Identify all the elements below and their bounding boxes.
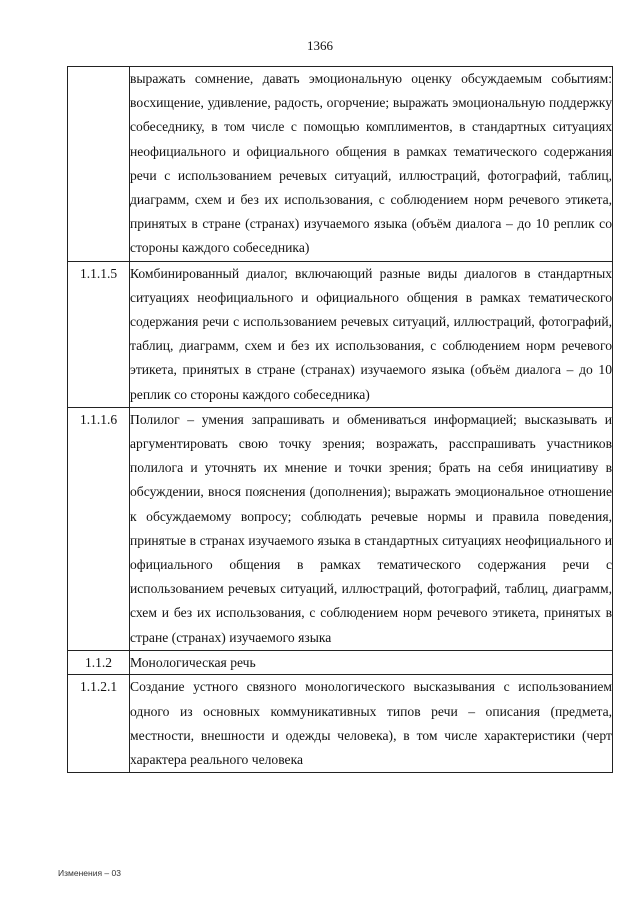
row-text: Комбинированный диалог, включающий разные виды диалогов в стандартных ситуациях неофициального и официального общения в рамках тематического содержания речи с использованием речевых ситуаций, иллюстраций, фотографий, таблиц, диаграмм, схем и без их использования, с соблюдением норм речевого этикета, принятых в стране (странах) изучаемого языка (объём диалога – до 10 реплик со стороны каждого собеседника): [130, 261, 613, 407]
row-number: [68, 67, 130, 262]
content-table: [67, 66, 613, 773]
row-text: Создание устного связного монологического высказывания с использованием одного из основных коммуникативных типов речи – описания (предмета, местности, внешности и одежды человека), в том числе характеристики (черт характера реального человека: [130, 675, 613, 773]
table-row: [68, 261, 613, 407]
page-number: 1366: [307, 38, 333, 53]
table-row: [68, 650, 613, 675]
row-number: 1.1.2: [68, 650, 130, 675]
row-text: Монологическая речь: [130, 650, 613, 675]
table-row: [68, 67, 613, 262]
table-row: [68, 407, 613, 650]
footer-revision: Изменения – 03: [58, 868, 121, 878]
row-text: Полилог – умения запрашивать и обмениваться информацией; высказывать и аргументировать свою точку зрения; возражать, расспрашивать участников полилога и уточнять их мнение и точки зрения; брать на себя инициативу в обсуждении, внося пояснения (дополнения); выражать эмоциональное отношение к обсуждаемому вопросу; соблюдать речевые нормы и правила поведения, принятые в странах изучаемого языка в стандартных ситуациях неофициального и официального общения в рамках тематического содержания речи с использованием речевых ситуаций, иллюстраций, фотографий, таблиц, диаграмм, схем и без их использования, с соблюдением норм речевого этикета, принятых в стране (странах) изучаемого языка: [130, 407, 613, 650]
row-text: выражать сомнение, давать эмоциональную оценку обсуждаемым событиям: восхищение, удивление, радость, огорчение; выражать эмоциональную поддержку собеседнику, в том числе с помощью комплиментов, в стандартных ситуациях неофициального и официального общения в рамках тематического содержания речи с использованием речевых ситуаций, иллюстраций, фотографий, таблиц, диаграмм, схем и без их использования, с соблюдением норм речевого этикета, принятых в стране (странах) изучаемого языка (объём диалога – до 10 реплик со стороны каждого собеседника): [130, 67, 613, 262]
row-number: 1.1.2.1: [68, 675, 130, 773]
row-number: 1.1.1.5: [68, 261, 130, 407]
table-row: [68, 675, 613, 773]
row-number: 1.1.1.6: [68, 407, 130, 650]
